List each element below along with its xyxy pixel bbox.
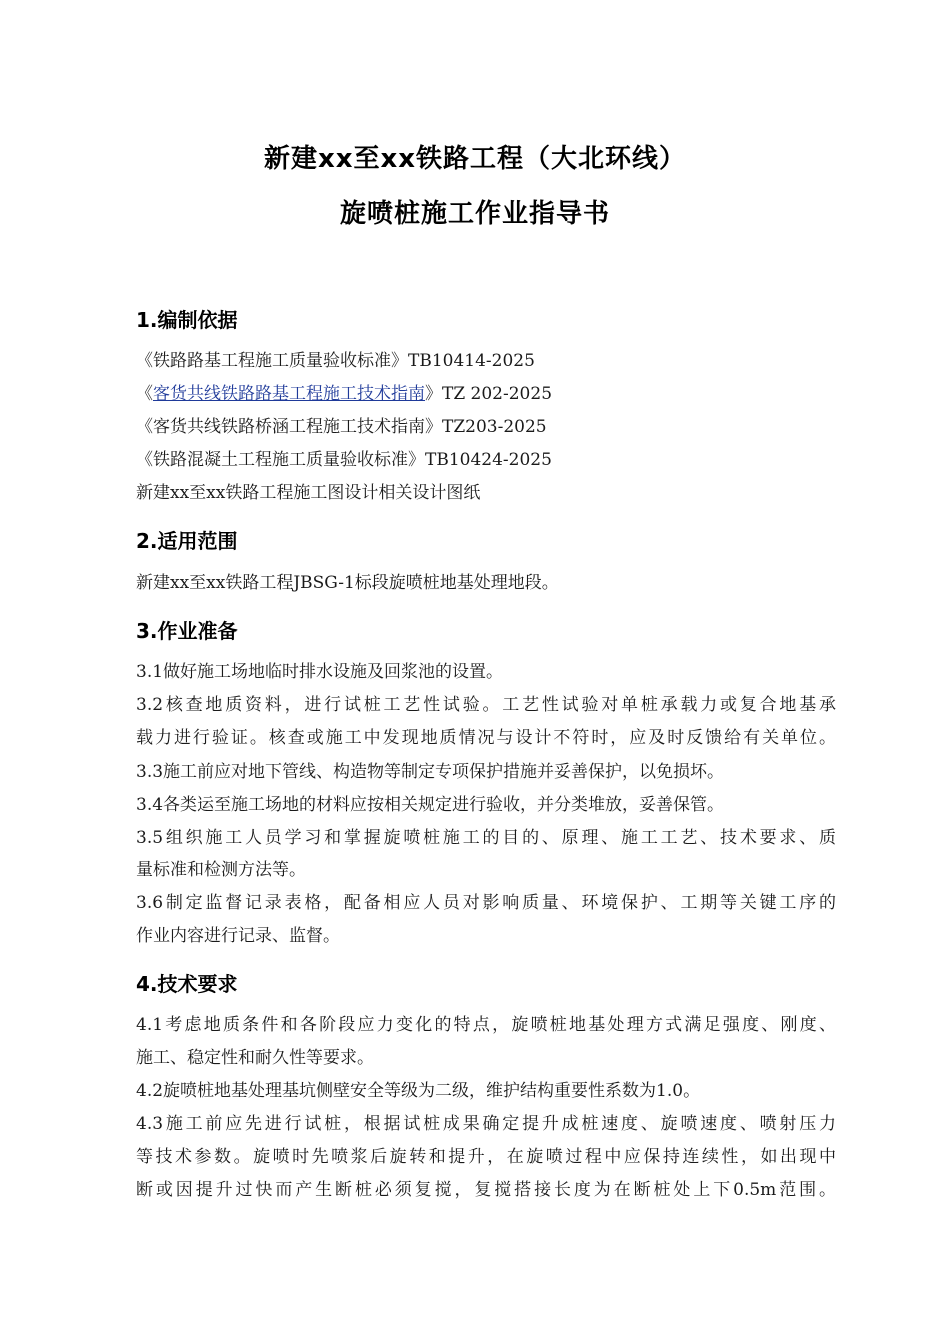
reference-item: 《客货共线铁路桥涵工程施工技术指南》TZ203-2025 [136,417,547,437]
paragraph-line: 断或因提升过快而产生断桩必须复搅，复搅搭接长度为在断桩处上下0.5m范围。 [136,1180,836,1200]
reference-item [136,383,552,405]
document-subtitle: 旋喷桩施工作业指导书 [339,199,610,229]
reference-item: 新建xx至xx铁路工程施工图设计相关设计图纸 [136,483,481,503]
section-heading: 4.技术要求 [136,972,238,996]
reference-link[interactable]: 客货共线铁路路基工程施工技术指南 [153,384,425,404]
reference-item: 《铁路路基工程施工质量验收标准》TB10414-2025 [136,351,535,371]
section-heading: 3.作业准备 [136,619,238,643]
paragraph-line: 3.6制定监督记录表格，配备相应人员对影响质量、环境保护、工期等关键工序的 [136,893,836,913]
paragraph-line: 量标准和检测方法等。 [136,860,306,880]
paragraph-line: 载力进行验证。核查或施工中发现地质情况与设计不符时，应及时反馈给有关单位。 [136,728,836,748]
reference-suffix: 》TZ 202-2025 [425,384,553,404]
reference-prefix: 《 [136,384,153,404]
section-heading: 2.适用范围 [136,529,238,553]
paragraph-line: 4.1考虑地质条件和各阶段应力变化的特点，旋喷桩地基处理方式满足强度、刚度、 [136,1015,836,1035]
paragraph-line: 3.3施工前应对地下管线、构造物等制定专项保护措施并妥善保护，以免损坏。 [136,762,725,782]
paragraph-line: 4.3施工前应先进行试桩，根据试桩成果确定提升成桩速度、旋喷速度、喷射压力 [136,1114,836,1134]
paragraph-line: 等技术参数。旋喷时先喷浆后旋转和提升，在旋喷过程中应保持连续性，如出现中 [136,1147,836,1167]
reference-item: 《铁路混凝土工程施工质量验收标准》TB10424-2025 [136,450,552,470]
paragraph-line: 施工、稳定性和耐久性等要求。 [136,1048,374,1068]
document-title: 新建xx至xx铁路工程（大北环线） [263,144,687,174]
paragraph-line: 作业内容进行记录、监督。 [136,926,340,946]
section-heading: 1.编制依据 [136,308,238,332]
paragraph-line: 3.1做好施工场地临时排水设施及回浆池的设置。 [136,662,504,682]
paragraph-line: 新建xx至xx铁路工程JBSG-1标段旋喷桩地基处理地段。 [136,573,559,593]
paragraph-line: 3.5组织施工人员学习和掌握旋喷桩施工的目的、原理、施工工艺、技术要求、质 [136,828,836,848]
paragraph-line: 4.2旋喷桩地基处理基坑侧壁安全等级为二级，维护结构重要性系数为1.0。 [136,1081,701,1101]
paragraph-line: 3.2核查地质资料，进行试桩工艺性试验。工艺性试验对单桩承载力或复合地基承 [136,695,836,715]
paragraph-line: 3.4各类运至施工场地的材料应按相关规定进行验收，并分类堆放，妥善保管。 [136,795,725,815]
